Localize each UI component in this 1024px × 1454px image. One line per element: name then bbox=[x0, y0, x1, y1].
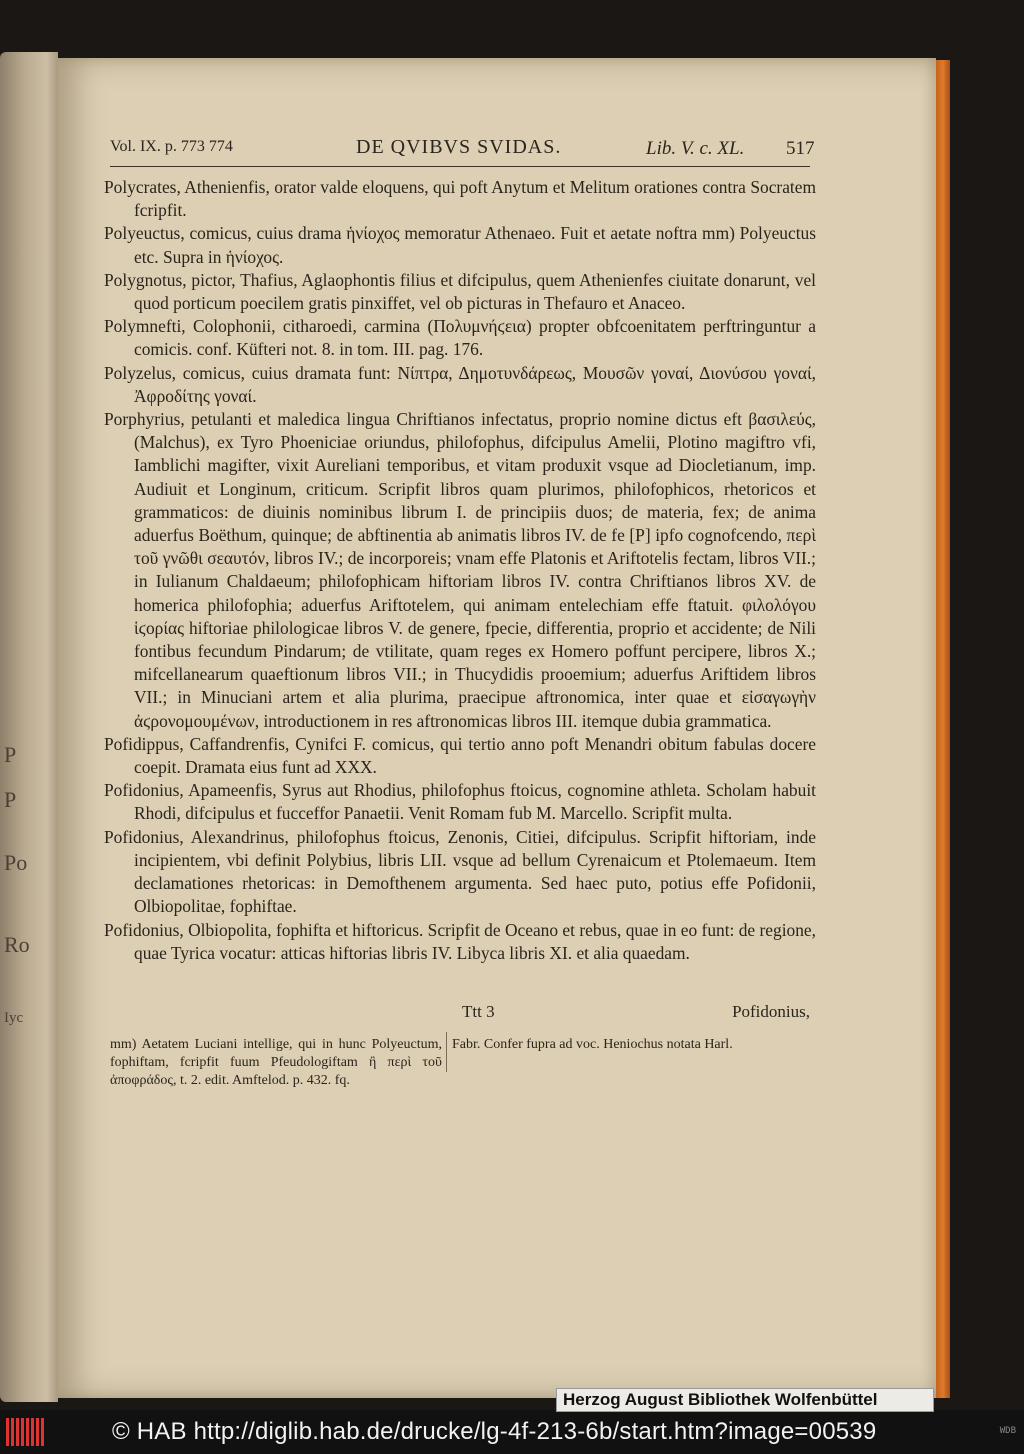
left-page-edge bbox=[0, 52, 58, 1402]
scale-card-box-visible bbox=[556, 1388, 934, 1412]
book-reference: Lib. V. c. XL. bbox=[646, 138, 745, 159]
left-page-fragment: P bbox=[4, 787, 17, 812]
scale-card-title: Herzog August Bibliothek Wolfenbüttel bbox=[563, 1390, 878, 1409]
entry-polyzelus: Polyzelus, comicus, cuius dramata funt: Νίπτρα, Δημοτυνδάρεως, Μουσῶν γοναί, Διονύσου γοναί, Ἀφροδίτης γοναί. bbox=[104, 362, 816, 406]
page-number: 517 bbox=[786, 138, 815, 159]
footnote-right: Fabr. Confer fupra ad voc. Heniochus notata Harl. bbox=[452, 1037, 733, 1052]
page-title: DE QVIBVS SVIDAS. bbox=[356, 136, 562, 158]
footer-tag: WDB bbox=[999, 1426, 1016, 1436]
entry-polyeuctus: Polyeuctus, comicus, cuius drama ἡνίοχος memoratur Athenaeo. Fuit et aetate noftra mm) Polyeuctus etc. Supra in ἡνίοχος. bbox=[104, 223, 816, 267]
volume-reference: Vol. IX. p. 773 774 bbox=[110, 138, 233, 155]
footnote-divider bbox=[446, 1032, 447, 1072]
page-edge bbox=[936, 60, 950, 1398]
left-page-fragment: Po bbox=[4, 850, 28, 875]
entry-polycrates: Polycrates, Athenienfis, orator valde eloquens, qui poft Anytum et Melitum orationes contra Socratem fcripfit. bbox=[104, 177, 816, 221]
left-page-fragment: Iyc bbox=[4, 1010, 24, 1026]
entry-posidippus: Pofidippus, Caffandrenfis, Cynifci F. comicus, qui tertio anno poft Menandri obitum fabulas docere coepit. Dramata eius funt ad XXX. bbox=[104, 733, 816, 778]
entry-polygnotus: Polygnotus, pictor, Thafius, Aglaophontis filius et difcipulus, quem Athenienfes ciuitate donarunt, vel quod porticum poecilem gratis pinxiffet, vel ob picturas in Thefauro et Anaceo. bbox=[104, 269, 816, 314]
main-text bbox=[104, 176, 816, 965]
entry-posidonius-olbiopolita: Pofidonius, Olbiopolita, fophifta et hiftoricus. Scripfit de Oceano et rebus, quae in eo funt: de regione, quae Tyrica vocatur: atticas hiftorias libris IV. Libyca libris XI. et alia quaedam. bbox=[104, 919, 816, 963]
header-rule bbox=[110, 166, 810, 167]
footnote-left: mm) Aetatem Luciani intellige, qui in hunc Polyeuctum, fophiftam, fcripfit fuum Pfeudologiftam ἢ περὶ τοῦ ἀποφράδος, t. 2. edit. Amftelod. p. 432. fq. bbox=[110, 1037, 442, 1088]
barcode-icon bbox=[6, 1418, 46, 1446]
catchword: Pofidonius, bbox=[732, 1002, 810, 1021]
left-page-fragment: P bbox=[4, 742, 17, 767]
entry-polymnesti: Polymnefti, Colophonii, citharoedi, carmina (Πολυμνήϛεια) propter obfcoenitatem perftringuntur a comicis. conf. Küfteri not. 8. in tom. III. pag. 176. bbox=[104, 316, 816, 360]
entry-porphyrius: Porphyrius, petulanti et maledica lingua Chriftianos infectatus, proprio nomine dictus eft βασιλεύς, (Malchus), ex Tyro Phoeniciae oriundus, philofophus, difcipulus Amelii, Plotino magiftro vfi, Iamblichi magifter, vixit Aureliani temporibus, et vitam produxit vsque ad Diocletianum, imp. Audiuit et Longinum, criticum. Scripfit libros quam plurimos, philofophicos, rhetoricos et grammaticos: de diuinis nominibus librum I. de principiis duos; de materia, fex; de anima aduerfus Boëthum, quinque; de abftinentia ab animatis libros IV. de fe [P] ipfo cognofcendo, περὶ τοῦ γνῶθι σεαυτόν, libros IV.; de incorporeis; vnam effe Platonis et Ariftotelis fectam, libros VII.; in Iulianum Chaldaeum; philofophicam hiftoriam libros IV. contra Chriftianos libros XV. de homerica philofophia; aduerfus Ariftotelem, qui animam entelechiam effe ftatuit. φιλολόγου ἱϛορίας hiftoriae philologicae libros V. de genere, fpecie, differentia, proprio et accidente; de Nili fontibus fecundum Pindarum; de vtilitate, quam reges ex Homero poffunt percipere, libros X.; mifcellanearum quaeftionum libros VII.; in Thucydidis prooemium; aduerfus Ariftidem libros VII.; in Minuciani artem et alia plurima, praecipue aftronomica, inter quae et εἰσαγωγὴν ἀϛρονομουμένων, introductionem in res aftronomicas libros III. itemque dubia grammatica. bbox=[104, 409, 816, 731]
left-page-fragment: Ro bbox=[4, 932, 30, 957]
signature-mark: Ttt 3 bbox=[462, 1002, 495, 1021]
footer-credit[interactable]: © HAB http://diglib.hab.de/drucke/lg-4f-213-6b/start.htm?image=00539 bbox=[112, 1418, 877, 1445]
running-header bbox=[110, 136, 815, 168]
entry-posidonius-alexandrinus: Pofidonius, Alexandrinus, philofophus ftoicus, Zenonis, Citiei, difcipulus. Scripfit hiftoriam, inde incipientem, vbi definit Polybius, libris LII. vsque ad bellum Cyrenaicum et Ptolemaeum. Item declamationes rhetoricas: in Demofthenem argumenta. Sed haec puto, potius effe Pofidonii, Olbiopolitae, fophiftae. bbox=[104, 826, 816, 917]
entry-posidonius-apameensis: Pofidonius, Apameenfis, Syrus aut Rhodius, philofophus ftoicus, cognomine athleta. Scholam habuit Rhodi, difcipulus et fucceffor Panaetii. Venit Romam fub M. Marcello. Scripfit multa. bbox=[104, 780, 816, 824]
footer-bar bbox=[0, 1410, 1024, 1454]
